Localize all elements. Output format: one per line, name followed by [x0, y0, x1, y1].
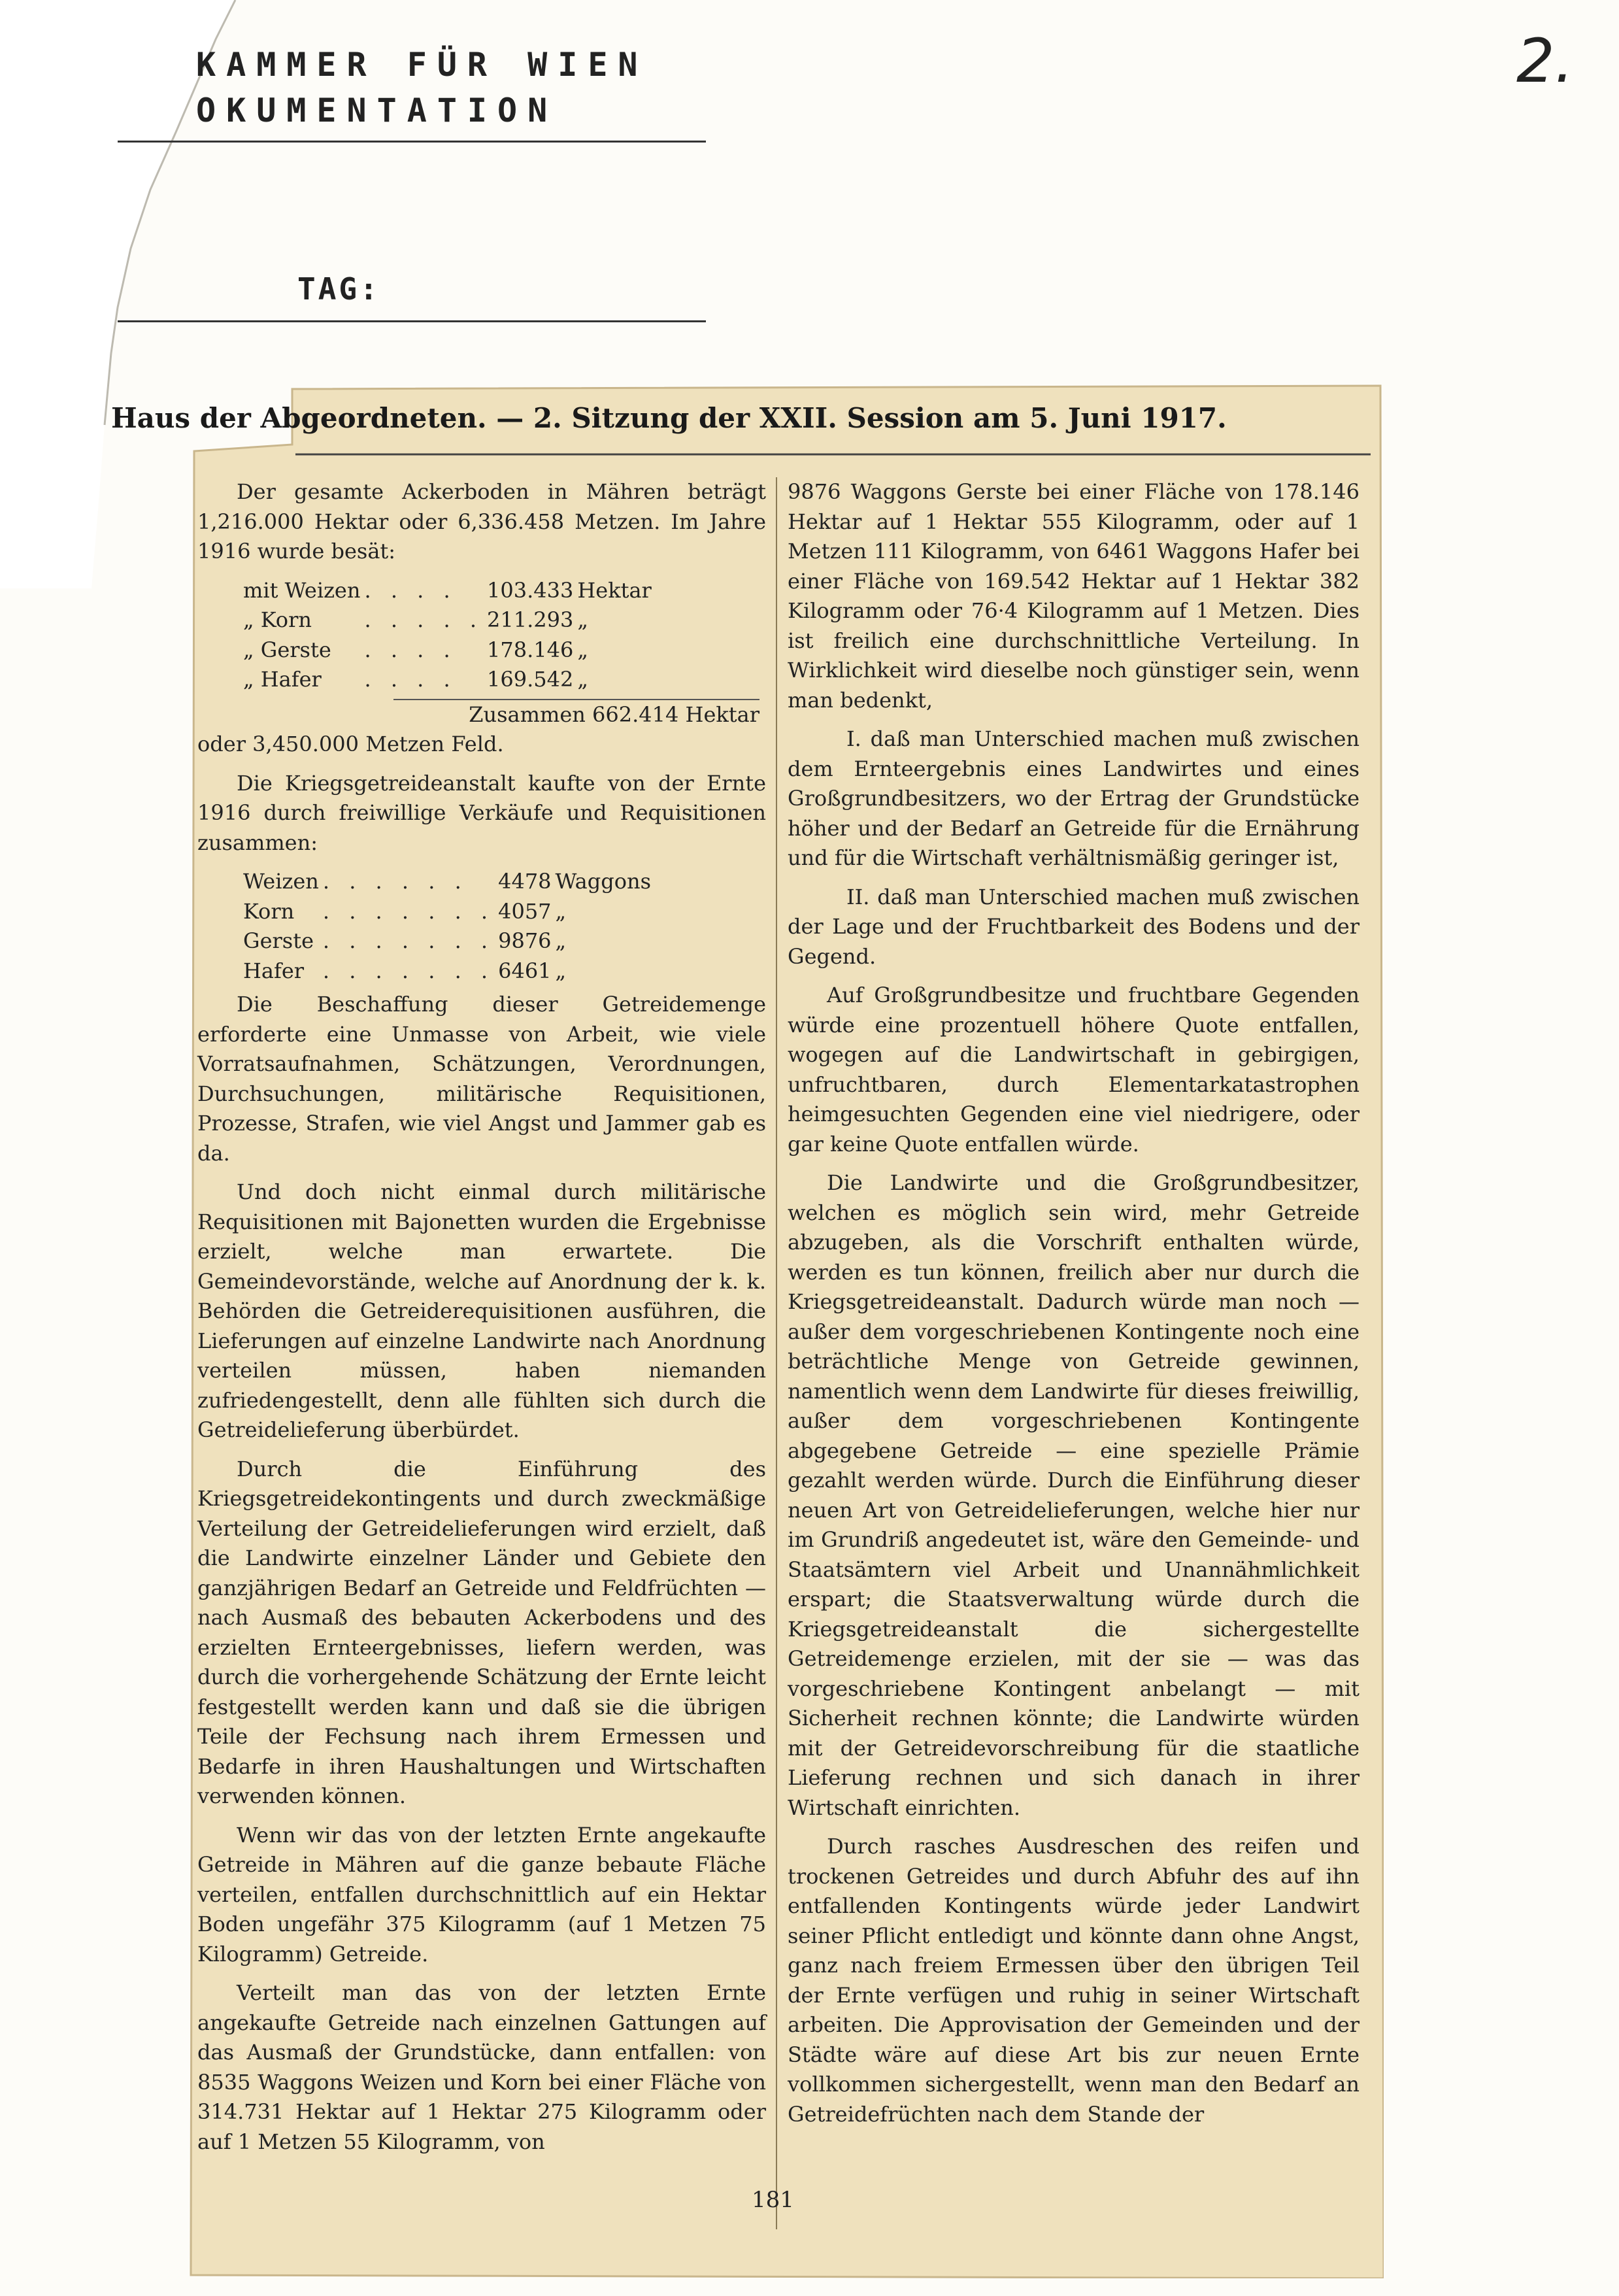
list-item: [243, 635, 656, 666]
sown-total: Zusammen 662.414 Hektar: [469, 701, 759, 727]
paragraph: Wenn wir das von der letzten Ernte angekaufte Getreide in Mähren auf die ganze bebaute Fläche verteilen, entfallen durchschnittlich auf ein Hektar Boden ungefähr 375 Kilogramm (auf 1 Metzen 75 Kilogramm) Getreide.: [197, 1822, 766, 1967]
leader-dots: . . . .: [364, 577, 457, 603]
unit: „: [577, 667, 588, 692]
sown-total-metzen: oder 3,450.000 Metzen Feld.: [197, 732, 504, 756]
paragraph: II. daß man Unterschied machen muß zwischen der Lage und der Fruchtbarkeit des Bodens und der Gegend.: [788, 884, 1360, 969]
list-item: [243, 665, 656, 695]
unit: „: [555, 928, 567, 953]
paragraph: Die Beschaffung dieser Getreidemenge erforderte eine Unmasse von Arbeit, wie viele Vorratsaufnahmen, Schätzungen, Verordnungen, Durchsuchungen, militärische Requisitionen, Prozesse, Strafen, wie viel Angst und Jammer gab es da.: [197, 992, 766, 1166]
unit: „: [577, 637, 588, 662]
list-item: [243, 576, 656, 606]
value: 6461: [498, 958, 552, 983]
list-item: [243, 605, 656, 635]
leader-dots: . . . . . . .: [322, 958, 495, 983]
header-line-1: KAMMER FÜR WIEN: [196, 46, 648, 84]
value: 178.146: [487, 637, 574, 662]
clipping-title: Haus der Abgeordneten. — 2. Sitzung der XXII. Session am 5. Juni 1917.: [111, 402, 1227, 434]
crop-label: Korn: [243, 898, 295, 924]
unit: Waggons: [555, 869, 651, 894]
crop-label: Hafer: [243, 958, 305, 983]
value: 4478: [498, 869, 552, 894]
value: 9876: [498, 928, 552, 953]
paragraph: Auf Großgrundbesitze und fruchtbare Gegenden würde eine prozentuell höhere Quote entfallen, wogegen auf die Landwirtschaft in gebirgigen, unfruchtbaren, durch Elementarkatastrophen heimgesuchten Gegenden eine viel niedrigere, oder gar keine Quote entfallen würde.: [788, 983, 1360, 1156]
leader-dots: . . . . . .: [322, 869, 468, 894]
value: 103.433: [487, 577, 574, 603]
sown-area-list: [243, 576, 656, 695]
leader-dots: . . . .: [364, 637, 457, 662]
leader-dots: . . . . .: [364, 607, 484, 632]
header-rule: [118, 141, 706, 143]
list-item: [243, 897, 655, 927]
paragraph: Und doch nicht einmal durch militärische Requisitionen mit Bajonetten wurden die Ergebnisse erzielt, welche man erwartete. Die Gemeindevorstände, welche auf Anordnung der k. k. Behörden die Getreiderequisitionen ausführen, die Lieferungen auf einzelne Landwirte nach Anordnung verteilen müssen, haben niemanden zufriedengestellt, denn alle fühlten sich durch die Getreidelieferung überbürdet.: [197, 1179, 766, 1442]
handwritten-page-number: 2.: [1516, 26, 1574, 96]
paragraph: Durch die Einführung des Kriegsgetreidekontingents und durch zweckmäßige Verteilung der Getreidelieferungen wird erzielt, daß die Landwirte einzelner Länder und Gebiete den ganzjährigen Bedarf an Getreide und Feldfrüchten — nach Ausmaß des bebauten Ackerbodens und des erzielten Ernteergebnisses, liefern werden, was durch die vorhergehende Schätzung der Ernte leicht festgestellt werden kann und daß sie die übrigen Teile der Fechsung nach ihrem Ermessen und Bedarfe in ihren Haushaltungen und Wirtschaften verwenden können.: [197, 1456, 766, 1808]
leader-dots: . . . . . . .: [322, 928, 495, 953]
purchased-grain-list: [243, 867, 655, 986]
unit: Hektar: [577, 577, 652, 603]
header-line-2: OKUMENTATION: [196, 92, 558, 129]
unit: „: [555, 958, 567, 983]
list-item: [243, 867, 655, 897]
page-folio: 181: [752, 2187, 794, 2213]
paragraph: Die Landwirte und die Großgrundbesitzer, welchen es möglich sein wird, mehr Getreide abzugeben, als die Vorschrift enthalten würde, werden es tun können, freilich aber nur durch die Kriegsgetreideanstalt. Dadurch würde man noch — außer dem vorgeschriebenen Kontingente noch eine beträchtliche Menge von Getreide gewinnen, namentlich wenn dem Landwirte für dieses freiwillig, außer dem vorgeschriebenen Kontingente abgegebene Getreide — eine spezielle Prämie gezahlt werden würde. Durch die Einführung dieser neuen Art von Getreidelieferungen, welche hier nur im Grundriß angedeutet ist, wäre den Gemeinde- und Staatsämtern viel Arbeit und Unannähmlichkeit erspart; die Staatsverwaltung würde durch die Kriegsgetreideanstalt die sichergestellte Getreidemenge erzielen, mit der sie — was das vorgeschriebene Kontingent anbelangt — mit Sicherheit rechnen könnte; die Landwirte würden mit der Getreidevorschreibung für die staatliche Lieferung rechnen und sich danach in ihrer Wirtschaft einrichten.: [788, 1170, 1360, 1820]
paragraph: Verteilt man das von der letzten Ernte angekaufte Getreide nach einzelnen Gattungen auf das Ausmaß der Grundstücke, dann entfallen: von 8535 Waggons Weizen und Korn bei einer Fläche von 314.731 Hektar auf 1 Hektar 275 Kilogramm oder auf 1 Metzen 55 Kilogramm, von: [197, 1980, 766, 2154]
value: 4057: [498, 898, 552, 924]
crop-label: „ Hafer: [243, 667, 322, 692]
paragraph: Durch rasches Ausdreschen des reifen und trockenen Getreides und durch Abfuhr des auf ihn entfallenden Kontingents würde jeder Landwirt seiner Pflicht entledigt und könnte dann ohne Angst, ganz nach freiem Ermessen über den übrigen Teil der Ernte verfügen und ruhig in seiner Wirtschaft arbeiten. Die Approvisation der Gemeinden und der Städte wäre auf diese Art bis zur neuen Ernte vollkommen sichergestellt, wenn man den Bedarf an Getreidefrüchten nach dem Stande der: [788, 1834, 1360, 2127]
crop-label: Weizen: [243, 869, 319, 894]
unit: „: [555, 898, 567, 924]
leader-dots: . . . . . . .: [322, 898, 495, 924]
right-column: [788, 477, 1360, 2138]
value: 211.293: [487, 607, 574, 632]
leader-dots: . . . .: [364, 667, 457, 692]
crop-label: „ Gerste: [243, 637, 331, 662]
crop-label: „ Korn: [243, 607, 312, 632]
column-divider: [776, 477, 777, 2229]
paragraph: Der gesamte Ackerboden in Mähren beträgt 1,216.000 Hektar oder 6,336.458 Metzen. Im Jahre 1916 wurde besät:: [197, 479, 766, 564]
paragraph: 9876 Waggons Gerste bei einer Fläche von 178.146 Hektar auf 1 Hektar 555 Kilogramm, oder auf 1 Metzen 111 Kilogramm, von 6461 Waggons Hafer bei einer Fläche von 169.542 Hektar auf 1 Hektar 382 Kilogramm oder 76·4 Kilogramm auf 1 Metzen. Dies ist freilich eine durchschnittliche Verteilung. In Wirklichkeit wird dieselbe noch günstiger sein, wenn man bedenkt,: [788, 479, 1360, 713]
paragraph: Die Kriegsgetreideanstalt kaufte von der Ernte 1916 durch freiwillige Verkäufe und Requisitionen zusammen:: [197, 770, 766, 855]
crop-label: Gerste: [243, 928, 314, 953]
unit: „: [577, 607, 588, 632]
tag-rule: [118, 320, 706, 322]
tag-label: TAG:: [297, 271, 380, 307]
list-item: [243, 956, 655, 987]
value: 169.542: [487, 667, 574, 692]
list-item: [243, 926, 655, 956]
crop-label: mit Weizen: [243, 577, 361, 603]
paragraph: I. daß man Unterschied machen muß zwischen dem Ernteergebnis eines Landwirtes und eines Großgrundbesitzers, wo der Ertrag der Grundstücke höher und der Bedarf an Getreide für die Ernährung und für die Wirtschaft verhältnismäßig geringer ist,: [788, 726, 1360, 870]
left-column: [197, 477, 766, 2166]
